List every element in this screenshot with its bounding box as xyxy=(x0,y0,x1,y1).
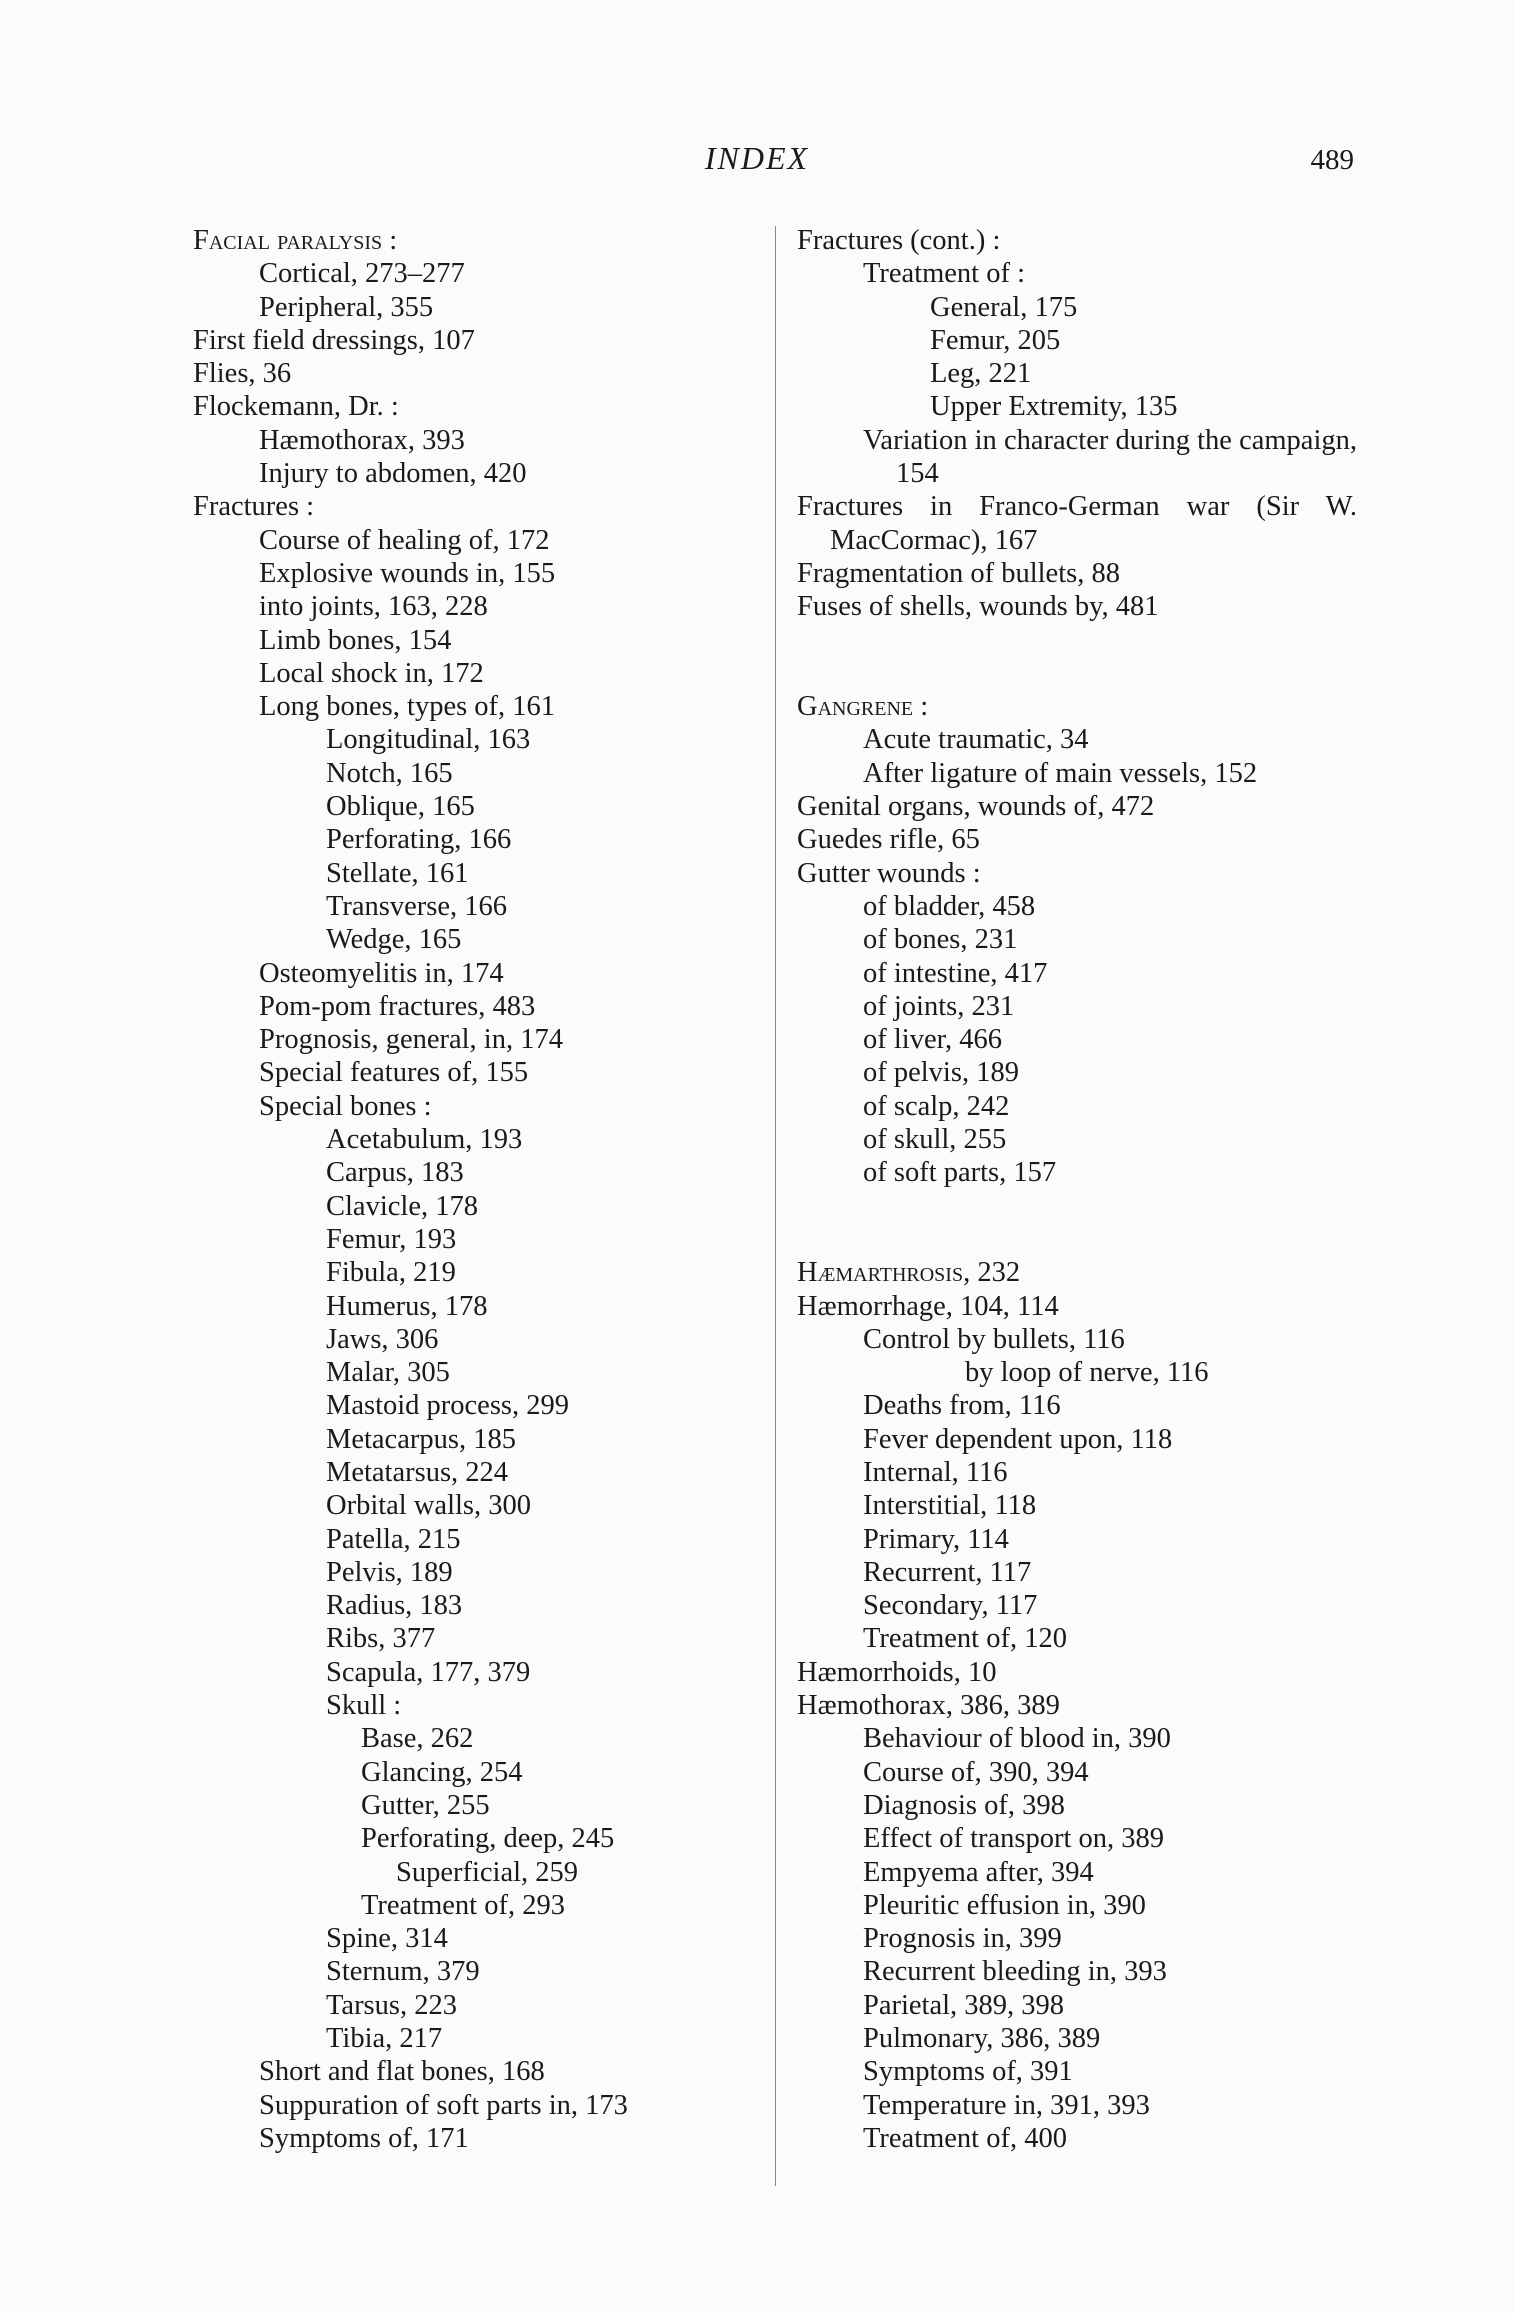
index-subentry: Internal, 116 xyxy=(863,1456,1008,1488)
index-subentry: Special bones : xyxy=(259,1090,432,1122)
index-subentry: of pelvis, 189 xyxy=(863,1057,1019,1089)
index-subentry: Recurrent, 117 xyxy=(863,1556,1032,1588)
index-heading: Guedes rifle, 65 xyxy=(797,824,980,856)
index-subentry: Treatment of, 400 xyxy=(863,2122,1067,2154)
index-subentry: Suppuration of soft parts in, 173 xyxy=(259,2089,628,2121)
index-subentry: Transverse, 166 xyxy=(326,890,508,922)
index-subentry: Control by bullets, 116 xyxy=(863,1323,1125,1355)
index-subentry: Secondary, 117 xyxy=(863,1590,1038,1622)
index-subentry: Prognosis, general, in, 174 xyxy=(259,1024,563,1056)
index-heading: Fragmentation of bullets, 88 xyxy=(797,557,1120,589)
index-subentry: Radius, 183 xyxy=(326,1590,463,1622)
index-subentry: Base, 262 xyxy=(361,1723,474,1755)
section-gap xyxy=(797,1190,1357,1257)
index-subentry: Hæmothorax, 393 xyxy=(259,424,465,456)
index-subentry: Temperature in, 391, 393 xyxy=(863,2089,1150,2121)
index-heading: First field dressings, 107 xyxy=(193,324,475,356)
index-subentry: of skull, 255 xyxy=(863,1124,1007,1156)
index-subentry: Metatarsus, 224 xyxy=(326,1456,509,1488)
index-subentry: Deaths from, 116 xyxy=(863,1390,1061,1422)
index-subentry: Treatment of, 120 xyxy=(863,1623,1067,1655)
index-heading: Fractures (cont.) : xyxy=(797,225,1001,256)
index-subentry: Ribs, 377 xyxy=(326,1623,436,1655)
index-subentry: by loop of nerve, 116 xyxy=(965,1357,1209,1389)
index-subentry: Course of, 390, 394 xyxy=(863,1756,1089,1788)
index-subentry: into joints, 163, 228 xyxy=(259,591,488,623)
index-subentry: Tarsus, 223 xyxy=(326,1989,457,2021)
section-gap xyxy=(797,624,1357,691)
index-heading: Fractures in Franco-German war (Sir W. MacCormac), 167 xyxy=(797,491,1357,556)
index-subentry: Perforating, 166 xyxy=(326,824,512,856)
index-subentry: Prognosis in, 399 xyxy=(863,1923,1062,1955)
index-subentry: Course of healing of, 172 xyxy=(259,524,550,556)
running-title: INDEX xyxy=(704,140,810,176)
index-subentry: Treatment of : xyxy=(863,258,1026,290)
index-column-right xyxy=(797,224,1357,2155)
index-subentry: Jaws, 306 xyxy=(326,1323,439,1355)
index-subentry: Wedge, 165 xyxy=(326,924,462,956)
index-subentry: Peripheral, 355 xyxy=(259,291,434,323)
index-subentry: Leg, 221 xyxy=(930,358,1032,390)
index-subentry: Scapula, 177, 379 xyxy=(326,1656,531,1688)
index-subentry: Pelvis, 189 xyxy=(326,1556,453,1588)
index-subentry: Stellate, 161 xyxy=(326,857,469,889)
index-subentry: After ligature of main vessels, 152 xyxy=(863,757,1258,789)
page-header xyxy=(0,140,1514,184)
index-subentry: Pom-pom fractures, 483 xyxy=(259,990,536,1022)
index-subentry: Skull : xyxy=(326,1690,402,1722)
index-subentry: of joints, 231 xyxy=(863,990,1015,1022)
index-subentry: Fibula, 219 xyxy=(326,1257,456,1289)
index-subentry: Symptoms of, 391 xyxy=(863,2056,1073,2088)
index-subentry: Osteomyelitis in, 174 xyxy=(259,957,504,989)
index-subentry: Treatment of, 293 xyxy=(361,1889,565,1921)
index-subentry: Cortical, 273–277 xyxy=(259,258,465,290)
index-subentry: Clavicle, 178 xyxy=(326,1190,478,1222)
index-heading: Hæmorrhage, 104, 114 xyxy=(797,1290,1059,1322)
index-subentry: Gutter, 255 xyxy=(361,1789,490,1821)
index-subentry: General, 175 xyxy=(930,291,1078,323)
index-subentry: Orbital walls, 300 xyxy=(326,1490,532,1522)
index-subentry: Femur, 205 xyxy=(930,324,1061,356)
index-subentry: Short and flat bones, 168 xyxy=(259,2056,545,2088)
index-subentry: Effect of transport on, 389 xyxy=(863,1823,1165,1855)
index-heading: Genital organs, wounds of, 472 xyxy=(797,791,1155,823)
index-subentry: Primary, 114 xyxy=(863,1523,1009,1555)
index-subentry: Long bones, types of, 161 xyxy=(259,691,556,723)
index-subentry: Acetabulum, 193 xyxy=(326,1124,523,1156)
index-subentry: of bladder, 458 xyxy=(863,890,1036,922)
column-divider xyxy=(775,226,776,2186)
index-subentry: Mastoid process, 299 xyxy=(326,1390,570,1422)
index-subentry: Behaviour of blood in, 390 xyxy=(863,1723,1171,1755)
index-heading: Hæmorrhoids, 10 xyxy=(797,1656,997,1688)
index-subentry: Injury to abdomen, 420 xyxy=(259,458,527,490)
index-subentry: Upper Extremity, 135 xyxy=(930,391,1178,423)
index-subentry: Diagnosis of, 398 xyxy=(863,1789,1065,1821)
index-subentry: Spine, 314 xyxy=(326,1923,448,1955)
index-subentry: Fever dependent upon, 118 xyxy=(863,1423,1173,1455)
index-subentry: Superficial, 259 xyxy=(396,1856,579,1888)
index-subentry: Metacarpus, 185 xyxy=(326,1423,516,1455)
index-subentry: Longitudinal, 163 xyxy=(326,724,531,756)
index-subentry: Notch, 165 xyxy=(326,757,453,789)
index-subentry: Pulmonary, 386, 389 xyxy=(863,2023,1101,2055)
index-subentry: Symptoms of, 171 xyxy=(259,2122,469,2154)
index-subentry: Tibia, 217 xyxy=(326,2023,443,2055)
index-subentry: of intestine, 417 xyxy=(863,957,1048,989)
index-subentry: Parietal, 389, 398 xyxy=(863,1989,1065,2021)
index-subentry: Sternum, 379 xyxy=(326,1956,480,1988)
index-heading: Gutter wounds : xyxy=(797,857,981,889)
index-subentry: Interstitial, 118 xyxy=(863,1490,1037,1522)
index-subentry: Empyema after, 394 xyxy=(863,1856,1094,1888)
index-subentry: of soft parts, 157 xyxy=(863,1157,1057,1189)
index-heading: Gangrene : xyxy=(797,691,929,723)
index-subentry: Pleuritic effusion in, 390 xyxy=(863,1889,1146,1921)
index-subentry: Oblique, 165 xyxy=(326,791,475,823)
index-heading: Fractures : xyxy=(193,491,315,523)
index-heading: Fuses of shells, wounds by, 481 xyxy=(797,591,1159,623)
index-heading: Hæmothorax, 386, 389 xyxy=(797,1690,1060,1722)
index-heading: Facial paralysis : xyxy=(193,225,398,256)
index-subentry: Carpus, 183 xyxy=(326,1157,464,1189)
page-number: 489 xyxy=(1310,144,1354,176)
index-subentry: Perforating, deep, 245 xyxy=(361,1823,615,1855)
index-subentry: Variation in character during the campaign, 154 xyxy=(863,424,1357,490)
index-heading: Flockemann, Dr. : xyxy=(193,391,399,423)
index-heading: Hæmarthrosis, 232 xyxy=(797,1257,1021,1289)
index-subentry: of bones, 231 xyxy=(863,924,1018,956)
index-subentry: of scalp, 242 xyxy=(863,1090,1010,1122)
index-subentry: Patella, 215 xyxy=(326,1523,461,1555)
index-subentry: Special features of, 155 xyxy=(259,1057,529,1089)
index-subentry: Malar, 305 xyxy=(326,1357,450,1389)
index-subentry: Glancing, 254 xyxy=(361,1756,523,1788)
index-subentry: Femur, 193 xyxy=(326,1223,457,1255)
index-subentry: Recurrent bleeding in, 393 xyxy=(863,1956,1167,1988)
index-heading: Flies, 36 xyxy=(193,358,292,390)
index-subentry: Humerus, 178 xyxy=(326,1290,488,1322)
index-subentry: Limb bones, 154 xyxy=(259,624,452,656)
index-subentry: Acute traumatic, 34 xyxy=(863,724,1089,756)
index-column-left xyxy=(193,224,763,2155)
index-subentry: of liver, 466 xyxy=(863,1024,1002,1056)
index-subentry: Explosive wounds in, 155 xyxy=(259,557,556,589)
index-subentry: Local shock in, 172 xyxy=(259,657,484,689)
